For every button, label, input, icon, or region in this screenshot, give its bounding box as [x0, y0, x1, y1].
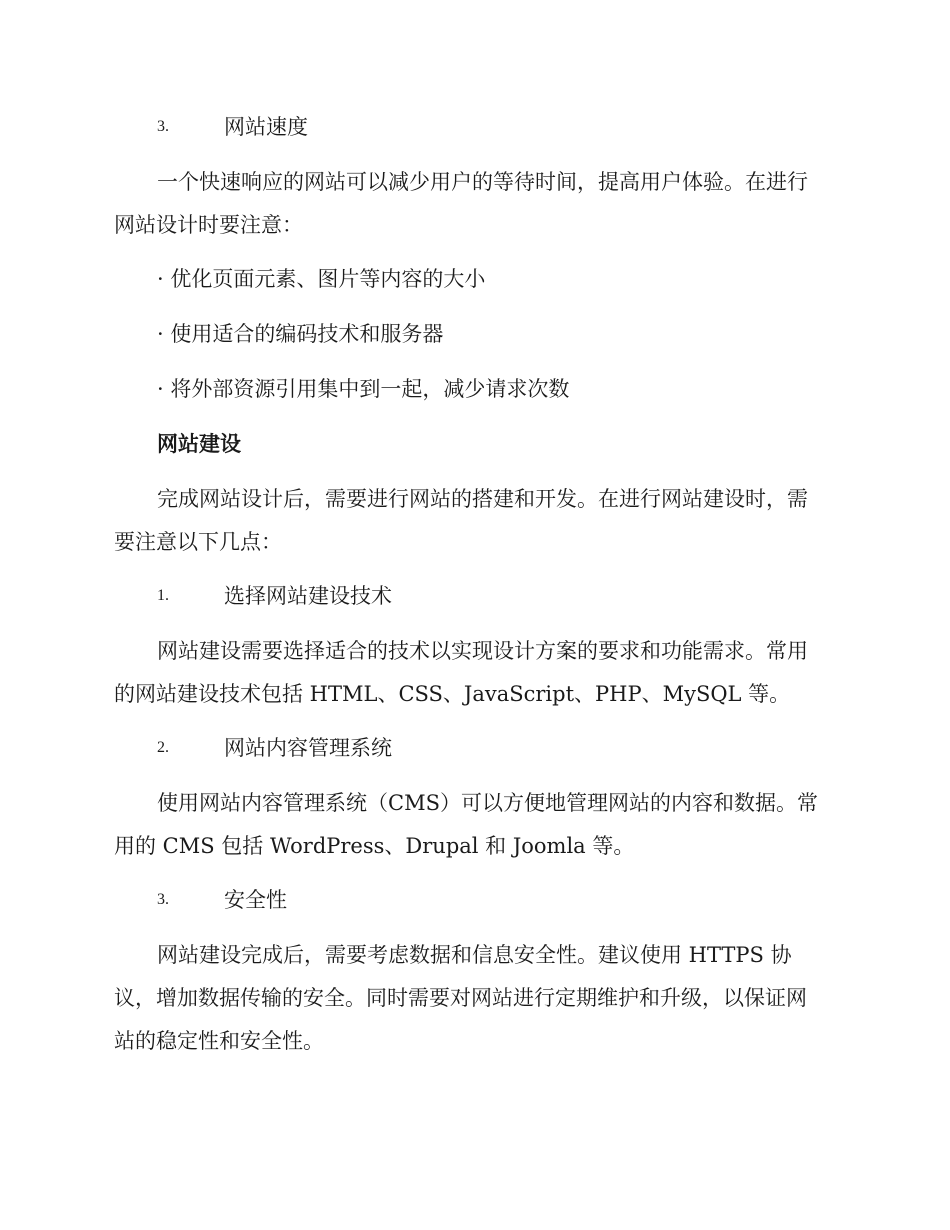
paragraph-line: 议，增加数据传输的安全。同时需要对网站进行定期维护和升级，以保证网 [114, 986, 807, 1010]
paragraph-line: 用的 CMS 包括 WordPress、Drupal 和 Joomla 等。 [114, 834, 635, 858]
bullet-item: · 将外部资源引用集中到一起，减少请求次数 [157, 377, 570, 401]
paragraph-line: 要注意以下几点： [114, 530, 282, 554]
list-item-title: 选择网站建设技术 [224, 584, 392, 608]
paragraph-line: 网站建设需要选择适合的技术以实现设计方案的要求和功能需求。常用 [157, 639, 808, 663]
list-item-title: 安全性 [224, 888, 287, 912]
section-heading: 网站建设 [157, 431, 241, 456]
list-item-title: 网站内容管理系统 [224, 736, 392, 760]
list-item-title: 网站速度 [224, 115, 308, 139]
bullet-item: · 使用适合的编码技术和服务器 [157, 322, 444, 346]
paragraph-line: 网站设计时要注意： [114, 213, 303, 237]
bullet-item: · 优化页面元素、图片等内容的大小 [157, 267, 486, 291]
list-number: 3. [157, 118, 169, 135]
list-number: 2. [157, 739, 169, 756]
paragraph-line: 站的稳定性和安全性。 [114, 1029, 324, 1053]
paragraph-line: 的网站建设技术包括 HTML、CSS、JavaScript、PHP、MySQL 等。 [114, 682, 791, 706]
paragraph-line: 网站建设完成后，需要考虑数据和信息安全性。建议使用 HTTPS 协 [157, 943, 792, 967]
paragraph-line: 一个快速响应的网站可以减少用户的等待时间，提高用户体验。在进行 [157, 170, 808, 194]
list-number: 1. [157, 587, 169, 604]
list-number: 3. [157, 891, 169, 908]
paragraph-line: 完成网站设计后，需要进行网站的搭建和开发。在进行网站建设时，需 [157, 487, 808, 511]
paragraph-line: 使用网站内容管理系统（CMS）可以方便地管理网站的内容和数据。常 [157, 791, 818, 815]
